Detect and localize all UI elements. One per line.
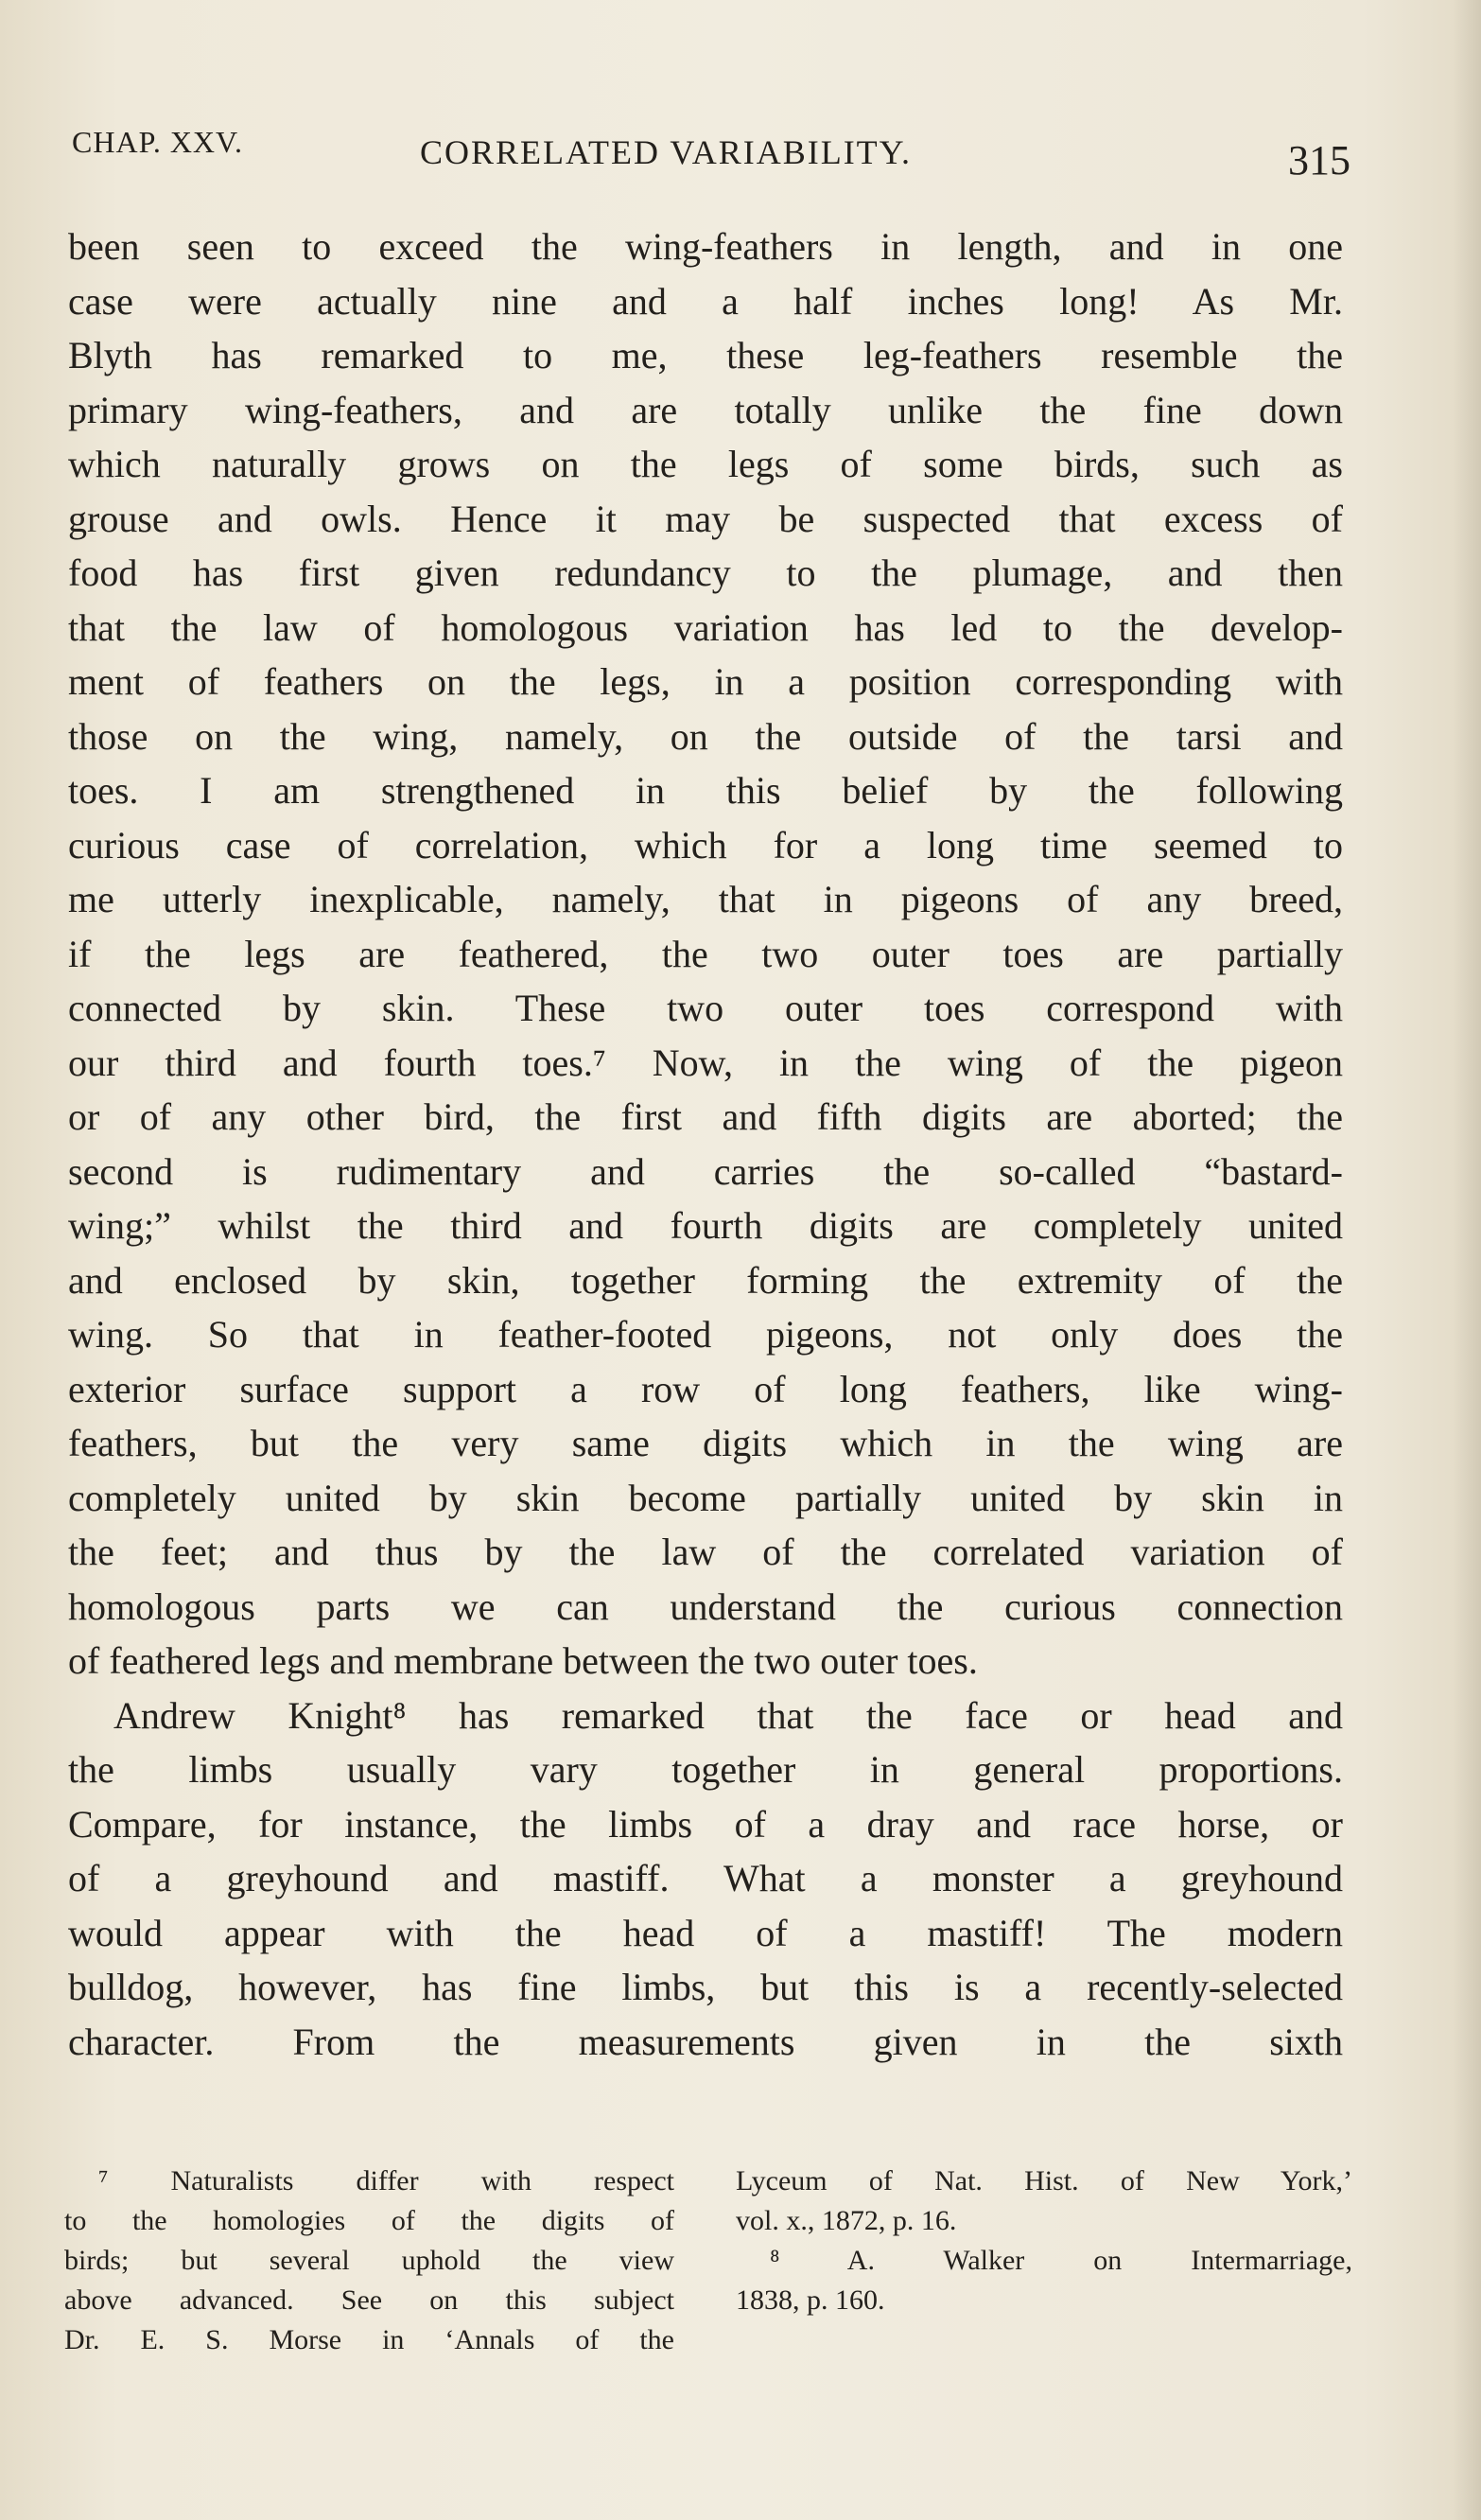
text-line: grouse and owls. Hence it may be suspected that excess of (68, 497, 1343, 540)
text-line: character. From the measurements given in the sixth (68, 2020, 1343, 2063)
footnote-line: Dr. E. S. Morse in ‘Annals of the (64, 2324, 674, 2355)
text-line: feathers, but the very same digits which in the wing are (68, 1422, 1343, 1464)
text-line: or of any other bird, the first and fifth digits are aborted; the (68, 1095, 1343, 1138)
footnote-line: Lyceum of Nat. Hist. of New York,’ (736, 2165, 1352, 2196)
text-line: food has first given redundancy to the plumage, and then (68, 551, 1343, 594)
text-line: if the legs are feathered, the two outer toes are partially (68, 932, 1343, 975)
text-line: homologous parts we can understand the curious connection (68, 1584, 1343, 1628)
text-line: which naturally grows on the legs of some birds, such as (68, 443, 1343, 485)
page-edge-shadow (1453, 0, 1481, 2520)
text-line: exterior surface support a row of long feathers, like wing- (68, 1367, 1343, 1410)
text-line: wing;” whilst the third and fourth digits are completely united (68, 1204, 1343, 1247)
text-line: of feathered legs and membrane between the two outer toes. (68, 1639, 978, 1682)
footnote-line: to the homologies of the digits of (64, 2205, 674, 2236)
footnote-column-left (64, 2161, 674, 2360)
text-line: ment of feathers on the legs, in a position corresponding with (68, 660, 1343, 703)
text-line: Compare, for instance, the limbs of a dray and race horse, or (68, 1802, 1343, 1846)
text-line: wing. So that in feather-footed pigeons, not only does the (68, 1313, 1343, 1356)
footnote-line: vol. x., 1872, p. 16. (736, 2205, 957, 2236)
text-line: bulldog, however, has fine limbs, but this is a recently-selected (68, 1966, 1343, 2008)
text-line: the feet; and thus by the law of the correlated variation of (68, 1531, 1343, 1573)
text-line: connected by skin. These two outer toes correspond with (68, 987, 1343, 1029)
text-line: been seen to exceed the wing-feathers in length, and in one (68, 225, 1343, 268)
text-line: the limbs usually vary together in general proportions. (68, 1748, 1343, 1791)
chapter-label: CHAP. XXV. (72, 125, 244, 159)
footnote-line: above advanced. See on this subject (64, 2284, 674, 2316)
text-line: primary wing-feathers, and are totally unlike the fine down (68, 388, 1343, 431)
text-line: and enclosed by skin, together forming the extremity of the (68, 1258, 1343, 1302)
text-line: Blyth has remarked to me, these leg-feathers resemble the (68, 334, 1343, 376)
text-line: second is rudimentary and carries the so-called “bastard- (68, 1149, 1343, 1193)
main-text (68, 219, 1343, 2069)
running-header (68, 121, 1350, 184)
text-line: curious case of correlation, which for a long time seemed to (68, 823, 1343, 866)
text-line: would appear with the head of a mastiff! The modern (68, 1911, 1343, 1954)
text-line: completely united by skin become partially united by skin in (68, 1476, 1343, 1519)
text-line: case were actually nine and a half inches long! As Mr. (68, 279, 1343, 323)
footnote-column-right (736, 2161, 1352, 2320)
text-line: those on the wing, namely, on the outside of the tarsi and (68, 714, 1343, 758)
paragraph-start-line: Andrew Knight⁸ has remarked that the face or head and (113, 1693, 1343, 1737)
footnote-line: 1838, p. 160. (736, 2284, 885, 2316)
footnote-line: birds; but several uphold the view (64, 2245, 674, 2276)
footnote-line: ⁷ Naturalists differ with respect (98, 2165, 674, 2196)
page-number: 315 (1288, 137, 1350, 184)
footnote-line: ⁸ A. Walker on Intermarriage, (770, 2245, 1352, 2276)
text-line: of a greyhound and mastiff. What a monster a greyhound (68, 1857, 1343, 1899)
text-line: me utterly inexplicable, namely, that in pigeons of any breed, (68, 878, 1343, 920)
text-line: our third and fourth toes.⁷ Now, in the wing of the pigeon (68, 1041, 1343, 1084)
text-line: toes. I am strengthened in this belief by the following (68, 769, 1343, 812)
text-line: that the law of homologous variation has led to the develop- (68, 605, 1343, 649)
running-title: CORRELATED VARIABILITY. (420, 133, 913, 171)
